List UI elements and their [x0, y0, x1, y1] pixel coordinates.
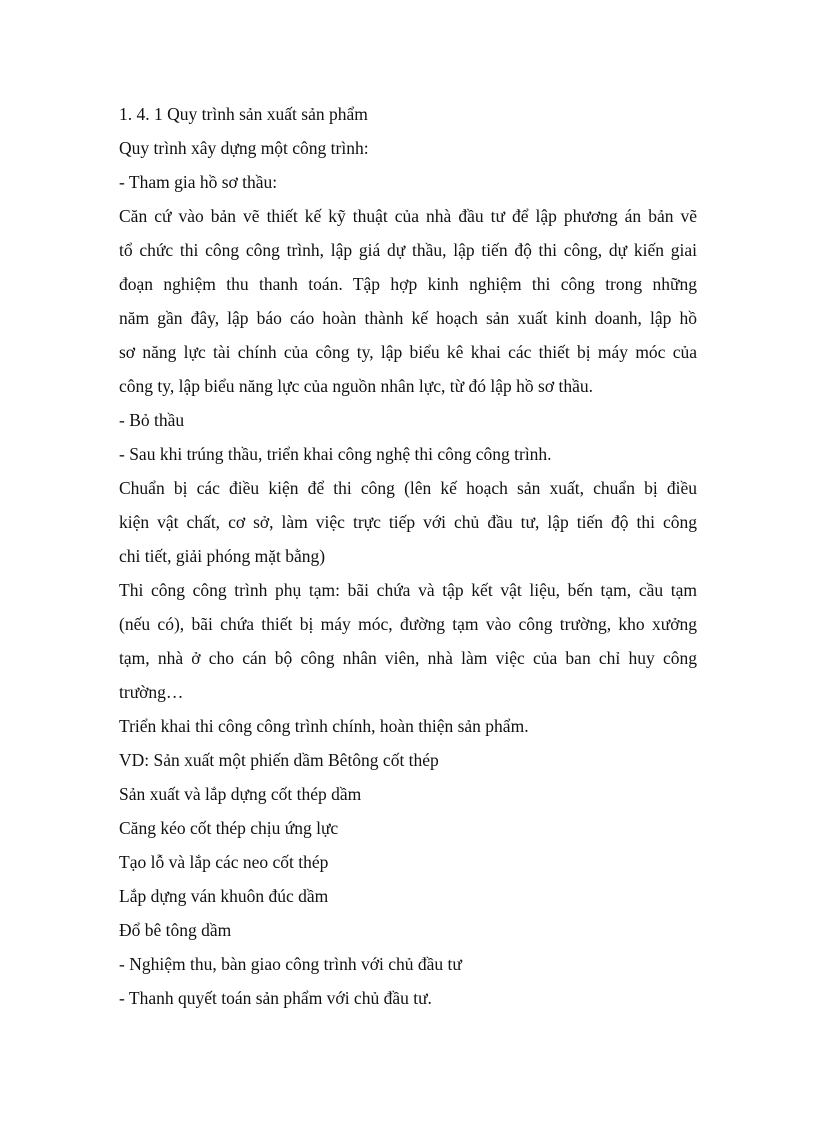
paragraph-line: chi tiết, giải phóng mặt bằng) — [119, 546, 326, 566]
paragraph-line: Thi công công trình phụ tạm: bãi chứa và tập kết vật liệu, bến tạm, cầu tạm — [119, 580, 697, 600]
list-item: - Nghiệm thu, bàn giao công trình với chủ đầu tư — [119, 954, 462, 974]
step-item: Căng kéo cốt thép chịu ứng lực — [119, 818, 339, 838]
section-heading: 1. 4. 1 Quy trình sản xuất sản phẩm — [119, 104, 368, 124]
list-item: - Thanh quyết toán sản phẩm với chủ đầu tư. — [119, 988, 432, 1008]
paragraph-line: Căn cứ vào bản vẽ thiết kế kỹ thuật của nhà đầu tư để lập phương án bản vẽ — [119, 206, 697, 226]
step-item: Sản xuất và lắp dựng cốt thép dầm — [119, 784, 362, 804]
step-item: Đổ bê tông dầm — [119, 920, 232, 940]
paragraph-line: kiện vật chất, cơ sở, làm việc trực tiếp với chủ đầu tư, lập tiến độ thi công — [119, 512, 697, 532]
paragraph-line: Triển khai thi công công trình chính, hoàn thiện sản phẩm. — [119, 716, 529, 736]
document-page — [119, 97, 697, 1015]
paragraph-line: năm gần đây, lập báo cáo hoàn thành kế hoạch sản xuất kinh doanh, lập hồ — [119, 308, 697, 328]
paragraph-line: tổ chức thi công công trình, lập giá dự thầu, lập tiến độ thi công, dự kiến giai — [119, 240, 697, 260]
list-item: - Sau khi trúng thầu, triển khai công nghệ thi công công trình. — [119, 444, 552, 464]
paragraph-line: trường… — [119, 682, 184, 702]
paragraph-line: sơ năng lực tài chính của công ty, lập biểu kê khai các thiết bị máy móc của — [119, 342, 697, 362]
list-item: - Bỏ thầu — [119, 410, 185, 430]
list-item: - Tham gia hồ sơ thầu: — [119, 172, 278, 192]
step-item: Lắp dựng ván khuôn đúc dầm — [119, 886, 329, 906]
paragraph-line: đoạn nghiệm thu thanh toán. Tập hợp kinh nghiệm thi công trong những — [119, 274, 697, 294]
paragraph-line: Chuẩn bị các điều kiện để thi công (lên kế hoạch sản xuất, chuẩn bị điều — [119, 478, 697, 498]
subheading: Quy trình xây dựng một công trình: — [119, 138, 369, 158]
example-heading: VD: Sản xuất một phiến dầm Bêtông cốt thép — [119, 750, 439, 770]
paragraph-line: (nếu có), bãi chứa thiết bị máy móc, đường tạm vào công trường, kho xưởng — [119, 614, 697, 634]
step-item: Tạo lỗ và lắp các neo cốt thép — [119, 852, 329, 872]
paragraph-line: tạm, nhà ở cho cán bộ công nhân viên, nhà làm việc của ban chỉ huy công — [119, 648, 697, 668]
paragraph-line: công ty, lập biểu năng lực của nguồn nhân lực, từ đó lập hồ sơ thầu. — [119, 376, 593, 396]
